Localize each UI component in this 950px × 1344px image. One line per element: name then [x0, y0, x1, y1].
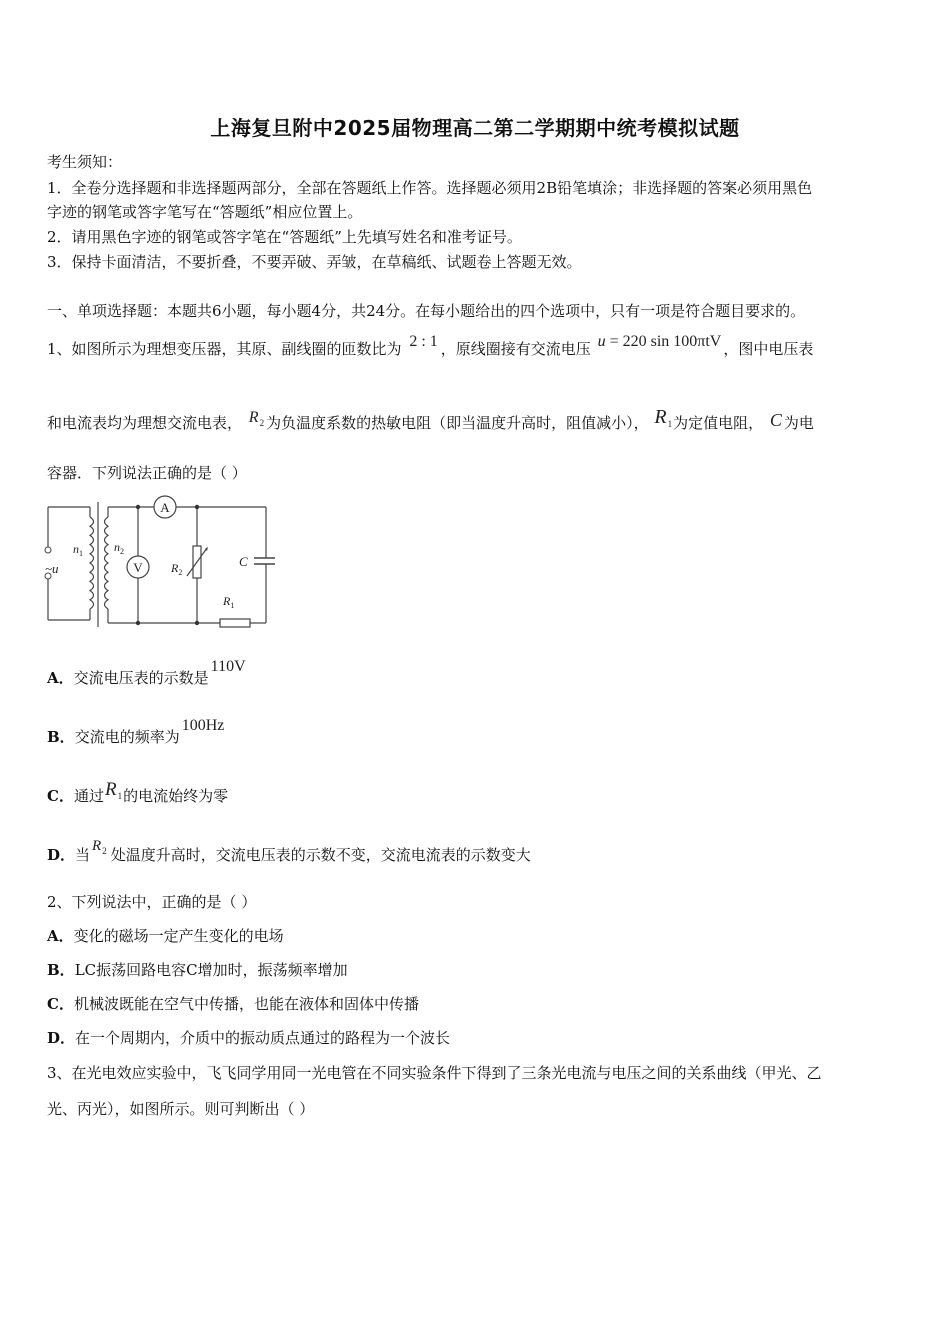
notice-heading: 考生须知： — [47, 153, 123, 171]
c-label: C — [239, 554, 248, 569]
q1-text-d: 和电流表均为理想交流电表， — [47, 414, 243, 432]
q3-line-2: 光、丙光），如图所示。则可判断出（ ） — [47, 1100, 315, 1118]
q1-option-c: C．通过$R_1$的电流始终为零 — [47, 779, 229, 805]
q1-c-symbol: C — [769, 410, 782, 430]
q1-voltage-rest: = 220 sin 100πtV — [609, 333, 722, 350]
thermistor-r2-arrow-line — [187, 548, 207, 576]
q1-text-e: 为负温度系数的热敏电阻（即当温度升高时，阻值减小）， — [266, 414, 649, 432]
q1-option-d: D．当 $R_2$ 处温度升高时，交流电压表的示数不变，交流电流表的示数变大 — [47, 838, 531, 864]
q1-option-a-value: 110V — [210, 658, 246, 675]
junction-dot — [136, 621, 140, 625]
q1-text-a: 1、如图所示为理想变压器，其原、副线圈的匝数比为 — [47, 340, 402, 358]
secondary-coil — [105, 517, 109, 609]
q2-stem: 2、下列说法中，正确的是（ ） — [47, 893, 257, 911]
junction-dot — [195, 505, 199, 509]
q1-option-b-value: 100Hz — [181, 717, 225, 734]
q1-voltage-u: u — [597, 333, 606, 350]
q1-ratio: 2 : 1 — [409, 333, 438, 350]
junction-dot — [136, 505, 140, 509]
resistor-r1 — [220, 619, 250, 627]
q2-option-c: C．机械波既能在空气中传播，也能在液体和固体中传播 — [47, 995, 419, 1013]
page-title: 上海复旦附中2025届物理高二第二学期期中统考模拟试题 — [210, 116, 740, 140]
q1-text-b: ，原线圈接有交流电压 — [440, 340, 591, 358]
q1-line-3: 容器．下列说法正确的是（ ） — [47, 464, 247, 482]
q1-line-2 — [47, 406, 814, 435]
q1-line-1 — [47, 333, 814, 360]
q1-option-b: B．交流电的频率为100Hz — [47, 717, 225, 746]
r2-label: $R_2$ — [171, 561, 183, 577]
notice-item-2: 2．请用黑色字迹的钢笔或答字笔在“答题纸”上先填写姓名和准考证号。 — [47, 228, 522, 246]
junction-dot — [195, 621, 199, 625]
q2-option-a: A．变化的磁场一定产生变化的电场 — [47, 927, 284, 945]
q1-circuit-diagram — [40, 492, 275, 632]
notice-item-3: 3．保持卡面清洁，不要折叠，不要弄破、弄皱，在草稿纸、试题卷上答题无效。 — [47, 253, 582, 271]
n1-label: $n_1$ — [73, 542, 83, 558]
section-1-heading: 一、单项选择题：本题共6小题，每小题4分，共24分。在每小题给出的四个选项中，只有一项是符合题目要求的。 — [47, 302, 806, 320]
q1-option-d-r2: $R_2$ — [92, 838, 107, 856]
input-terminal-top — [45, 547, 51, 553]
q1-r1-symbol: $R_1$ — [654, 406, 673, 429]
q1-text-f: 为定值电阻， — [673, 414, 764, 432]
notice-item-1-line-2: 字迹的钢笔或答字笔写在“答题纸”相应位置上。 — [47, 203, 363, 221]
q3-line-1: 3、在光电效应实验中，飞飞同学用同一光电管在不同实验条件下得到了三条光电流与电压之间的关系曲线（甲光、乙 — [47, 1064, 822, 1082]
q1-text-c: ，图中电压表 — [723, 340, 814, 358]
source-label: ~u — [45, 561, 59, 576]
notice-item-1-line-1: 1．全卷分选择题和非选择题两部分，全部在答题纸上作答。选择题必须用2B铅笔填涂；非选择题的答案必须用黑色 — [47, 179, 813, 197]
q1-option-a: A．交流电压表的示数是110V — [47, 658, 246, 687]
q1-text-g: 为电 — [783, 414, 814, 432]
q1-option-c-r1: $R_1$ — [104, 779, 123, 801]
primary-coil — [90, 517, 94, 609]
q2-option-b: B．LC振荡回路电容C增加时，振荡频率增加 — [47, 961, 348, 979]
n2-label: $n_2$ — [114, 540, 124, 556]
voltmeter-label: V — [133, 560, 143, 575]
q2-option-d: D．在一个周期内，介质中的振动质点通过的路程为一个波长 — [47, 1029, 451, 1047]
ammeter-label: A — [160, 500, 170, 515]
q1-r2-symbol: $R_2$ — [248, 409, 265, 428]
q1-voltage-formula — [598, 331, 722, 350]
r1-label: $R_1$ — [223, 594, 235, 610]
